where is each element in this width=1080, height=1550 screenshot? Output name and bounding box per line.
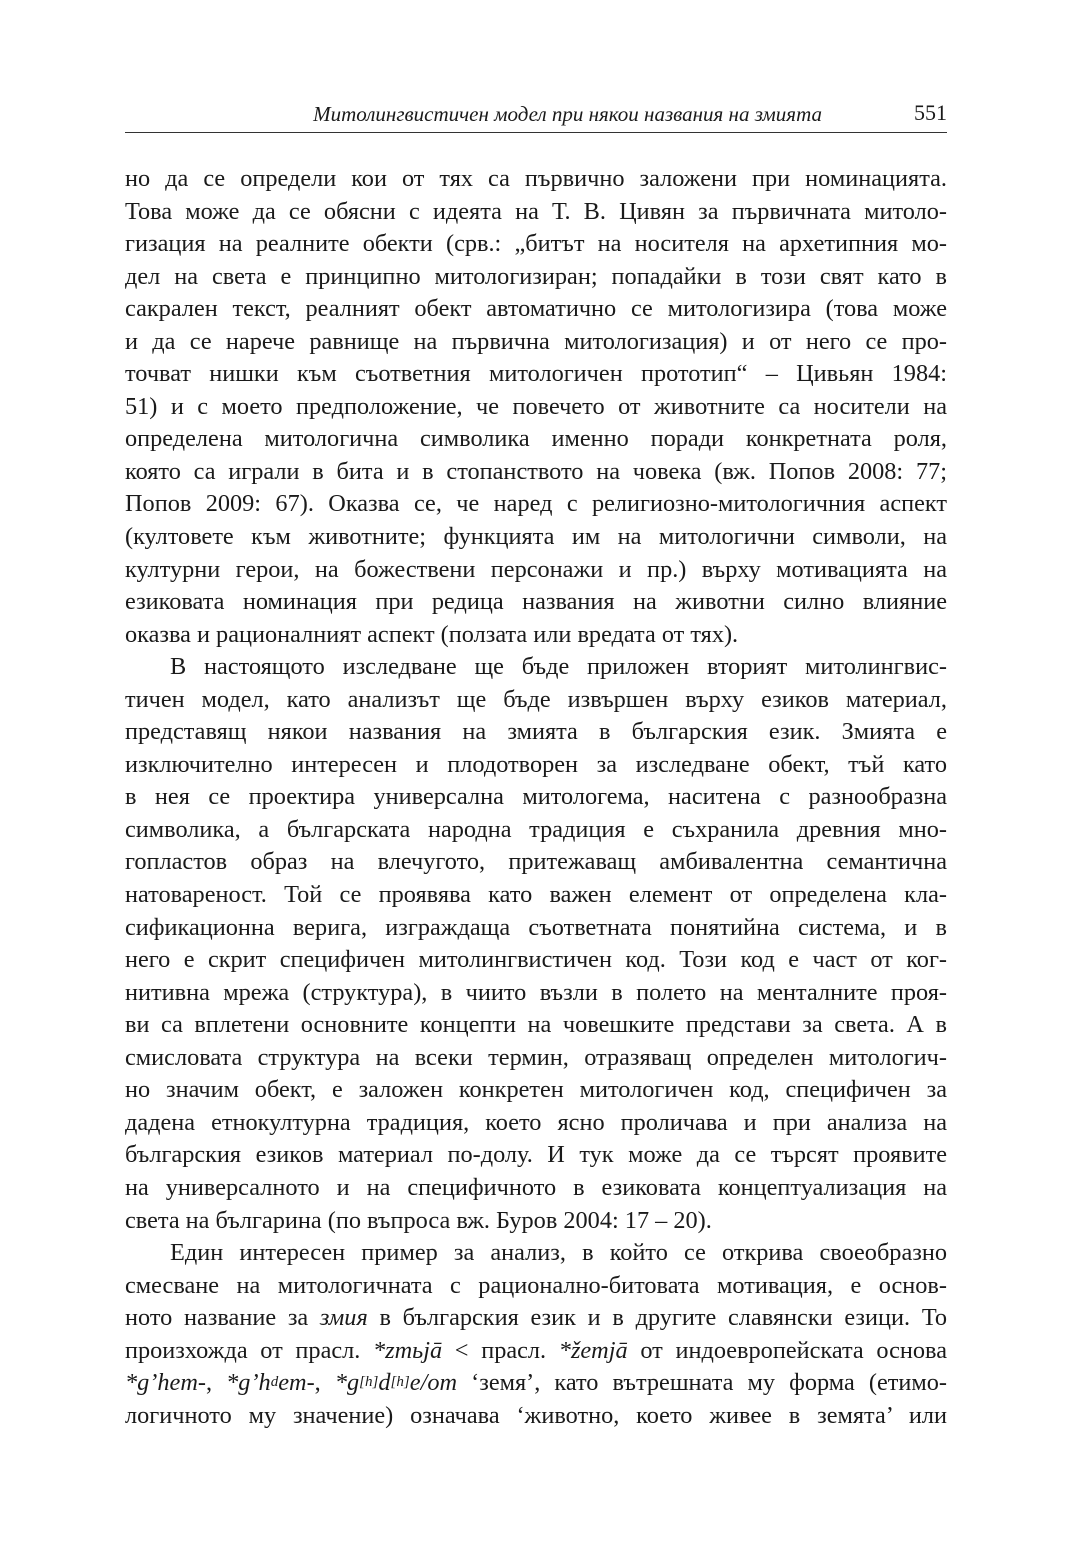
text-line: в нея се проектира универсална митологема, наситена с разнообразна: [125, 783, 947, 811]
text-line: езиковата номинация при редица названия на животни силно влияние: [125, 588, 947, 616]
text-line: културни герои, на божествени персонажи и пр.) върху мотивацията на: [125, 555, 947, 583]
running-title: Митолингвистичен модел при някои названия на змията: [313, 102, 822, 126]
paragraph-1: [125, 163, 947, 651]
italic-term: змия: [319, 1304, 368, 1332]
paragraph-3: [125, 1237, 947, 1432]
italic-form: *g[h]d[h]e/om: [334, 1369, 458, 1397]
text-line: представящ някои названия на змията в българския език. Змията е: [125, 718, 947, 746]
body-text: [125, 163, 947, 1432]
text-line: нитивна мрежа (структура), в чиито възли в полето на менталните проя-: [125, 978, 947, 1006]
text-run: от индоевропейската основа: [627, 1336, 947, 1364]
text-line: Един интересен пример за анализ, в който се открива своеобразно: [170, 1239, 947, 1267]
text-run: ,: [205, 1369, 227, 1397]
text-line: тичен модел, като анализът ще бъде извършен върху езиков материал,: [125, 685, 947, 713]
text-line: [125, 1367, 947, 1400]
superscript: [h]: [359, 1374, 379, 1391]
text-run: ното название за: [125, 1304, 320, 1332]
page-header: [125, 98, 947, 133]
text-line: дел на света е принципно митологизиран; попадайки в този свят като в: [125, 262, 947, 290]
text-line: В настоящото изследване ще бъде приложен вторият митолингвис-: [170, 653, 947, 681]
text-line: него е скрит специфичен митолингвистичен код. Този код е част от ког-: [125, 946, 947, 974]
text-line: на универсалното и на специфичното в езиковата концептуализация на: [125, 1173, 947, 1201]
text-run: ,: [314, 1369, 335, 1397]
text-run: в българския език и в другите славянски езици. То: [367, 1304, 947, 1332]
text-line: Това може да се обясни с идеята на Т. В. Цивян за първичната митоло-: [125, 197, 947, 225]
text-line: която са играли в бита и в стопанството на човека (вж. Попов 2008: 77;: [125, 457, 947, 485]
superscript: [h]: [390, 1374, 410, 1391]
text-line: сакрален текст, реалният обект автоматично се митологизира (това може: [125, 295, 947, 323]
text-line: [125, 1302, 947, 1335]
text-line: оказва и рационалният аспект (ползата или вредата от тях).: [125, 620, 739, 648]
text-line: гопластов образ на влечугото, притежаващ амбивалентна семантична: [125, 848, 947, 876]
italic-form: *žemjā: [558, 1336, 628, 1364]
text-line: света на българина (по въпроса вж. Буров 2004: 17 – 20).: [125, 1206, 712, 1234]
text-run: ‘земя’, като вътрешната му форма (етимо-: [457, 1369, 947, 1397]
text-line: определена митологична символика именно поради конкретната роля,: [125, 425, 947, 453]
text-line: натовареност. Той се проявява като важен елемент от определена кла-: [125, 881, 947, 909]
text-line: но значим обект, е заложен конкретен митологичен код, специфичен за: [125, 1076, 947, 1104]
text-line: символика, а българската народна традиция е съхранила древния мно-: [125, 815, 947, 843]
text-line: но да се определи кои от тях са първично заложени при номинацията.: [125, 165, 947, 192]
text-line: българския езиков материал по-долу. И тук може да се търсят проявите: [125, 1141, 947, 1169]
text-run: произхожда от прасл.: [125, 1336, 374, 1364]
text-line: Попов 2009: 67). Оказва се, че наред с религиозно-митологичния аспект: [125, 490, 947, 518]
page-number: 551: [914, 100, 947, 125]
text-run: < прасл.: [442, 1336, 559, 1364]
italic-form: $*g’h^dem-$: [226, 1369, 315, 1397]
text-line: сификационна верига, изграждаща съответната понятийна система, и в: [125, 913, 947, 941]
text-line: точват нишки към съответния митологичен прототип“ – Цивьян 1984:: [125, 360, 947, 388]
text-line: и да се нарече равнище на първична митологизация) и от него се про-: [125, 327, 947, 355]
text-line: смесване на митологичната с рационално-битовата мотивация, е основ-: [125, 1271, 947, 1299]
text-line: смисловата структура на всеки термин, отразяващ определен митологич-: [125, 1043, 947, 1071]
text-line: ви са вплетени основните концепти на човешките представи за света. А в: [125, 1011, 947, 1039]
italic-form: *g’hem-: [125, 1369, 206, 1397]
italic-form: *zmьjā: [373, 1336, 443, 1364]
text-line: [125, 1335, 947, 1368]
superscript: d: [270, 1374, 279, 1391]
text-line: (култовете към животните; функцията им на митологични символи, на: [125, 523, 947, 551]
text-line: гизация на реалните обекти (срв.: „битът на носителя на архетипния мо-: [125, 230, 947, 258]
text-line: логичното му значение) означава ‘животно, което живее в земята’ или: [125, 1401, 947, 1429]
text-line: 51) и с моето предположение, че повечето от животните са носители на: [125, 392, 947, 420]
paragraph-2: [125, 651, 947, 1237]
text-line: изключително интересен и плодотворен за изследване обект, тъй като: [125, 750, 947, 778]
text-line: дадена етнокултурна традиция, което ясно проличава и при анализа на: [125, 1108, 947, 1136]
